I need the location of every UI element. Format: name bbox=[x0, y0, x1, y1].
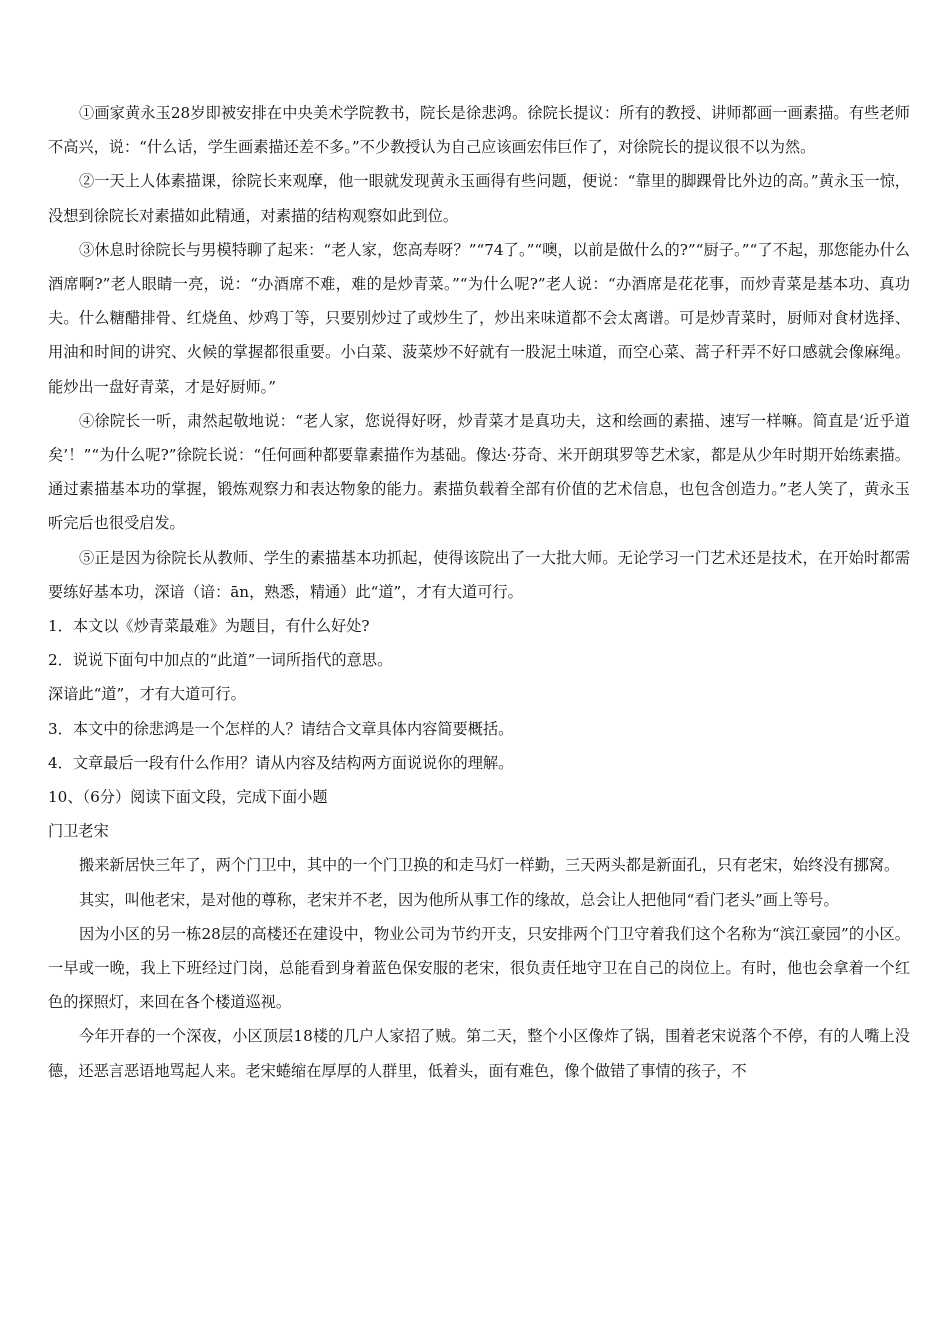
question-4: 4．文章最后一段有什么作用？请从内容及结构两方面说说你的理解。 bbox=[48, 753, 514, 772]
passage-paragraph-5: ⑤正是因为徐院长从教师、学生的素描基本功抓起，使得该院出了一大批大师。无论学习一门艺术还是技术，在开始时都需要练好基本功，深谙（谙：ān，熟悉，精通）此“道”，才有大道可行。 bbox=[48, 548, 910, 601]
article-title: 门卫老宋 bbox=[48, 822, 109, 841]
question-3: 3．本文中的徐悲鸿是一个怎样的人？请结合文章具体内容简要概括。 bbox=[48, 719, 514, 738]
article-paragraph-2: 其实，叫他老宋，是对他的尊称，老宋并不老，因为他所从事工作的缘故，总会让人把他同“看门老头”画上等号。 bbox=[79, 890, 839, 909]
question-2: 2．说说下面句中加点的“此道”一词所指代的意思。 bbox=[48, 651, 393, 670]
article-paragraph-4: 今年开春的一个深夜，小区顶层18楼的几户人家招了贼。第二天，整个小区像炸了锅，围着老宋说落个不停，有的人嘴上没德，还恶言恶语地骂起人来。老宋蜷缩在厚厚的人群里，低着头，面有难色，像个做错了事情的孩子，不 bbox=[48, 1027, 910, 1080]
passage-paragraph-4: ④徐院长一听，肃然起敬地说：“老人家，您说得好呀，炒青菜才是真功夫，这和绘画的素描、速写一样嘛。简直是‘近乎道矣’！”“为什么呢?”徐院长说：“任何画种都要靠素描作为基础。像达·芬奇、米开朗琪罗等艺术家，都是从少年时期开始练素描。通过素描基本功的掌握，锻炼观察力和表达物象的能力。素描负载着全部有价值的艺术信息，也包含创造力。”老人笑了，黄永玉听完后也很受启发。 bbox=[48, 411, 910, 533]
question-2-quote: 深谙此“道”，才有大道可行。 bbox=[48, 685, 246, 704]
article-paragraph-1: 搬来新居快三年了，两个门卫中，其中的一个门卫换的和走马灯一样勤，三天两头都是新面孔，只有老宋，始终没有挪窝。 bbox=[79, 856, 900, 875]
section-10-heading: 10、（6分）阅读下面文段，完成下面小题 bbox=[48, 788, 328, 807]
passage-paragraph-2: ②一天上人体素描课，徐院长来观摩，他一眼就发现黄永玉画得有些问题，便说：“靠里的脚踝骨比外边的高。”黄永玉一惊，没想到徐院长对素描如此精通，对素描的结构观察如此到位。 bbox=[48, 172, 910, 225]
question-list bbox=[48, 609, 910, 780]
section-10 bbox=[48, 780, 910, 1088]
passage-paragraph-1: ①画家黄永玉28岁即被安排在中央美术学院教书，院长是徐悲鸿。徐院长提议：所有的教授、讲师都画一画素描。有些老师不高兴，说：“什么话，学生画素描还差不多。”不少教授认为自己应该画宏伟巨作了，对徐院长的提议很不以为然。 bbox=[48, 104, 910, 157]
passage-section bbox=[48, 96, 910, 609]
document-page bbox=[48, 96, 910, 1088]
passage-paragraph-3: ③休息时徐院长与男模特聊了起来：“老人家，您高寿呀？”“74了。”“噢，以前是做什么的?”“厨子。”“了不起，那您能办什么酒席啊?”老人眼睛一亮，说：“办酒席不难，难的是炒青菜。”“为什么呢?”老人说：“办酒席是花花事，而炒青菜是基本功、真功夫。什么糖醋排骨、红烧鱼、炒鸡丁等，只要别炒过了或炒生了，炒出来味道都不会太离谱。可是炒青菜时，厨师对食材选择、用油和时间的讲究、火候的掌握都很重要。小白菜、菠菜炒不好就有一股泥土味道，而空心菜、蒿子秆弄不好口感就会像麻绳。能炒出一盘好青菜，才是好厨师。” bbox=[48, 240, 910, 396]
question-1: 1．本文以《炒青菜最难》为题目，有什么好处? bbox=[48, 617, 370, 636]
article-paragraph-3: 因为小区的另一栋28层的高楼还在建设中，物业公司为节约开支，只安排两个门卫守着我们这个名称为“滨江豪园”的小区。一早或一晚，我上下班经过门岗，总能看到身着蓝色保安服的老宋，很负责任地守卫在自己的岗位上。有时，他也会拿着一个红色的探照灯，来回在各个楼道巡视。 bbox=[48, 924, 910, 1012]
